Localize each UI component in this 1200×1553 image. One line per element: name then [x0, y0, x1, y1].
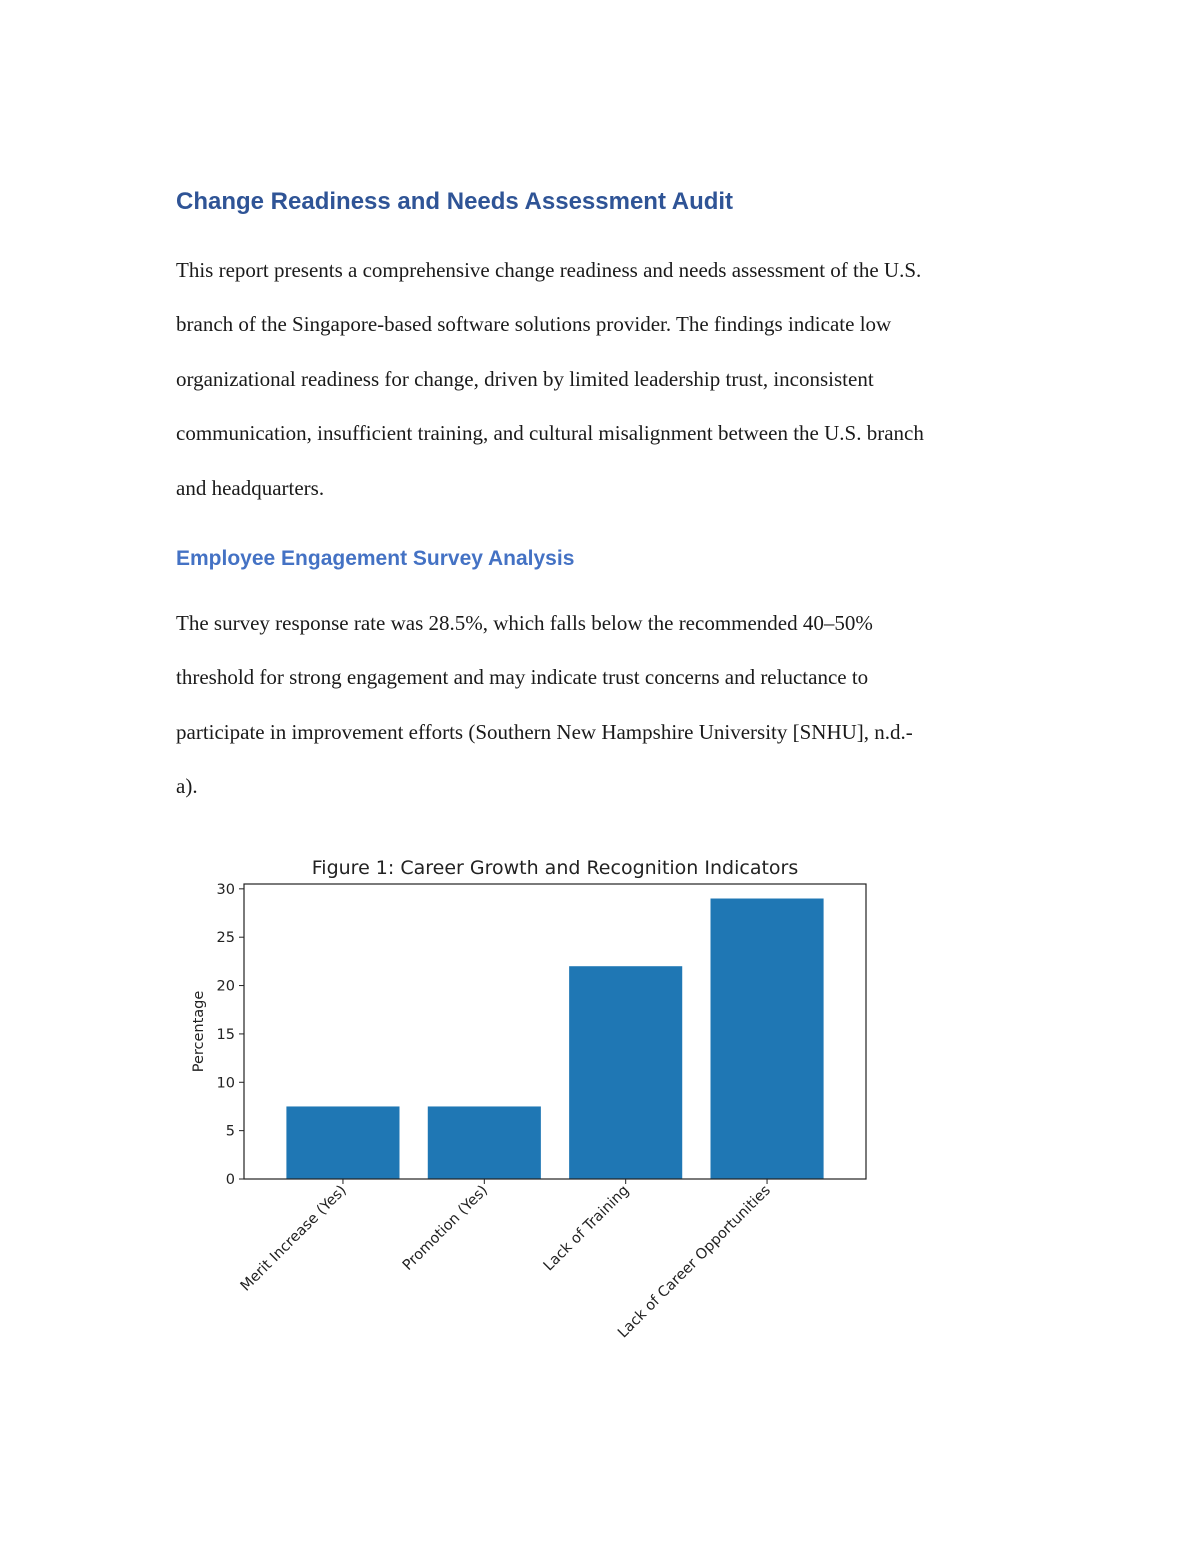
x-tick-label: Merit Increase (Yes) — [237, 1182, 350, 1295]
x-tick-label: Promotion (Yes) — [399, 1182, 492, 1274]
y-tick-label: 15 — [216, 1026, 235, 1043]
text-line: a). — [176, 774, 198, 799]
x-tick-label: Lack of Training — [540, 1182, 633, 1275]
intro-paragraph — [176, 243, 1036, 515]
section-heading-audit: Change Readiness and Needs Assessment Audit — [176, 188, 734, 215]
y-axis-label: Percentage — [191, 990, 207, 1073]
chart-bar — [286, 1106, 399, 1179]
y-tick-label: 25 — [216, 930, 235, 947]
y-tick-label: 5 — [225, 1123, 235, 1140]
chart-bar — [428, 1106, 541, 1179]
survey-paragraph — [176, 596, 1036, 814]
text-line: communication, insufficient training, and cultural misalignment between the U.S. branch — [176, 421, 924, 446]
chart-canvas — [180, 848, 900, 1368]
chart-bar — [711, 899, 824, 1179]
chart-bar — [569, 966, 682, 1179]
x-tick-label: Lack of Career Opportunities — [615, 1182, 774, 1342]
text-line: and headquarters. — [176, 475, 325, 500]
text-line: organizational readiness for change, driven by limited leadership trust, inconsistent — [176, 366, 874, 391]
y-tick-label: 30 — [216, 881, 235, 898]
text-line: participate in improvement efforts (Southern New Hampshire University [SNHU], n.d.- — [176, 719, 913, 744]
y-tick-label: 10 — [216, 1075, 235, 1092]
y-tick-label: 20 — [216, 978, 235, 995]
text-line: threshold for strong engagement and may indicate trust concerns and reluctance to — [176, 665, 869, 690]
career-growth-bar-chart — [180, 848, 900, 1368]
section-heading-survey: Employee Engagement Survey Analysis — [176, 547, 575, 570]
y-tick-label: 0 — [225, 1172, 235, 1188]
text-line: This report presents a comprehensive change readiness and needs assessment of the U.S. — [176, 258, 922, 282]
chart-title: Figure 1: Career Growth and Recognition Indicators — [311, 857, 799, 879]
text-line: The survey response rate was 28.5%, which falls below the recommended 40–50% — [176, 611, 873, 635]
text-line: branch of the Singapore-based software solutions provider. The findings indicate low — [176, 312, 892, 337]
